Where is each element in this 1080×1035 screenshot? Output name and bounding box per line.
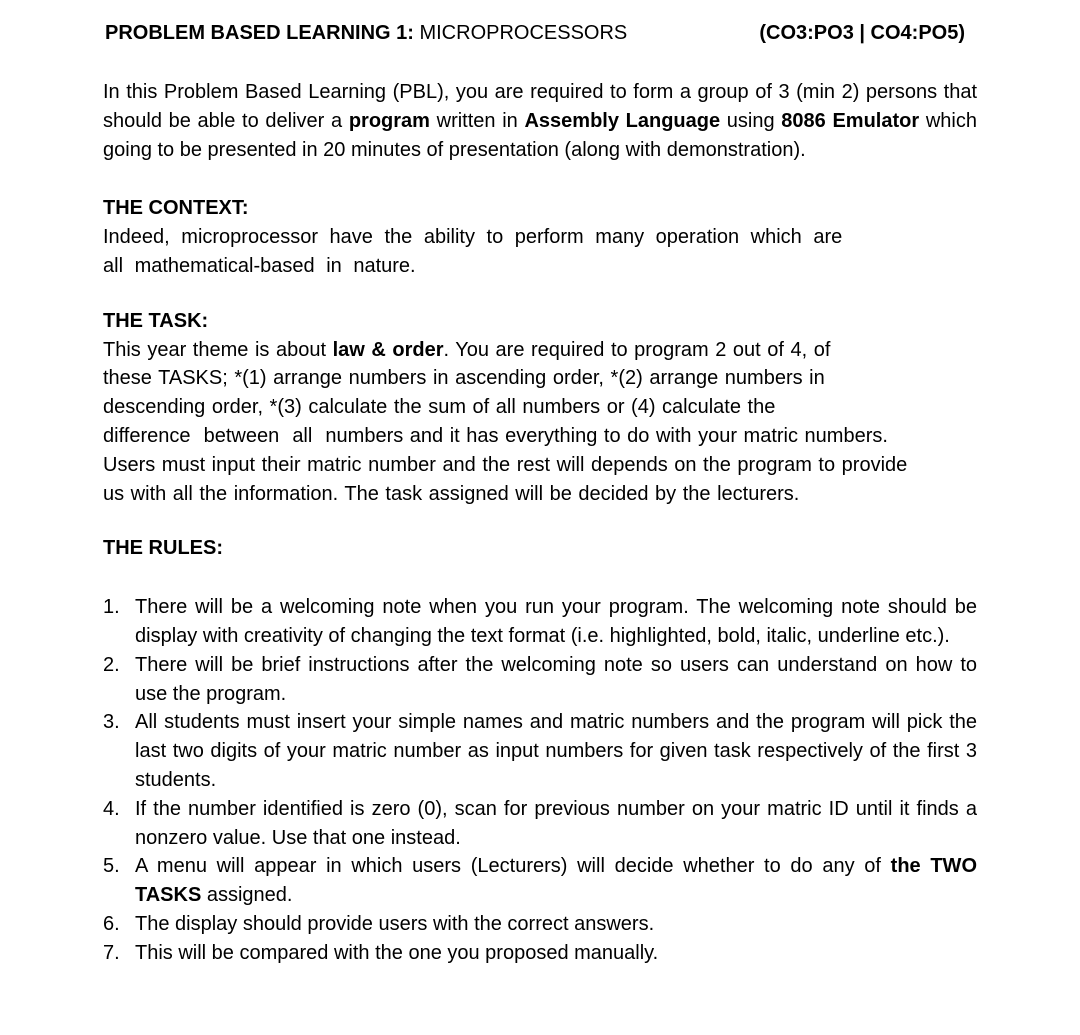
task-bold-theme: law & order — [332, 338, 444, 361]
rule-text: A menu will appear in which users (Lecturers) will decide whether to do any of — [135, 855, 891, 878]
task-line-1 — [103, 336, 977, 365]
rule-item — [103, 651, 977, 709]
rule-number: 4. — [103, 797, 120, 820]
rule-number: 2. — [103, 653, 120, 676]
rule-number: 7. — [103, 941, 120, 964]
intro-text-2: written in — [429, 109, 525, 132]
rule-number: 5. — [103, 855, 120, 878]
rule-number: 3. — [103, 711, 120, 734]
rule-text-after: assigned. — [201, 884, 293, 907]
intro-bold-emulator: 8086 Emulator — [781, 109, 920, 132]
task-text-1: This year theme is about — [103, 338, 333, 361]
rule-item — [103, 708, 977, 794]
document-page — [103, 18, 977, 968]
rule-item — [103, 910, 977, 939]
course-outcome-codes: (CO3:PO3 | CO4:PO5) — [759, 22, 965, 44]
context-paragraph — [103, 223, 977, 281]
rule-text: This will be compared with the one you proposed manually. — [135, 941, 659, 964]
context-line-2: all mathematical-based in nature. — [103, 254, 416, 277]
rule-item — [103, 939, 977, 968]
context-heading: THE CONTEXT: — [103, 197, 249, 220]
task-line-2: these TASKS; *(1) arrange numbers in ascending order, *(2) arrange numbers in — [103, 367, 825, 390]
rule-text: The display should provide users with the correct answers. — [135, 912, 655, 935]
rule-number: 1. — [103, 596, 120, 619]
task-text-2: . You are required to program 2 out of 4, of — [443, 338, 831, 361]
rule-text: All students must insert your simple names and matric numbers and the program will pick the last two digits of your matric number as input numbers for given task respectively of the first 3 students. — [135, 711, 977, 791]
intro-paragraph — [103, 78, 977, 164]
intro-text-1: In this Problem Based Learning (PBL), you are required to form a group of 3 (min 2) persons that should be able to deliver a — [103, 81, 977, 132]
task-paragraph — [103, 336, 977, 509]
title-bold: PROBLEM BASED LEARNING 1: — [105, 22, 414, 44]
task-line-3: descending order, *(3) calculate the sum of all numbers or (4) calculate the — [103, 396, 776, 419]
rule-item — [103, 593, 977, 651]
document-title — [105, 18, 627, 48]
task-line-4: difference between all numbers and it has everything to do with your matric numbers. — [103, 424, 888, 447]
rule-number: 6. — [103, 912, 120, 935]
intro-text-4: which going to be presented in 20 minutes of presentation (along with demonstration). — [103, 109, 977, 161]
intro-text-3: using — [720, 109, 782, 132]
task-line-5: Users must input their matric number and the rest will depends on the program to provide — [103, 453, 908, 476]
document-header — [103, 18, 977, 48]
rules-heading: THE RULES: — [103, 537, 223, 560]
rule-bold-tasks: the TWO TASKS — [135, 855, 977, 907]
task-heading: THE TASK: — [103, 309, 209, 332]
rules-list — [103, 593, 977, 967]
intro-bold-program: program — [348, 109, 430, 132]
rule-text: If the number identified is zero (0), scan for previous number on your matric ID until it finds a nonzero value. Use that one instead. — [135, 797, 977, 849]
rule-item — [103, 795, 977, 853]
intro-bold-language: Assembly Language — [524, 109, 721, 132]
rule-text: There will be a welcoming note when you run your program. The welcoming note should be display with creativity of changing the text format (i.e. highlighted, bold, italic, underline etc.). — [135, 596, 977, 647]
context-line-1: Indeed, microprocessor have the ability to perform many operation which are — [103, 226, 843, 249]
title-subject: MICROPROCESSORS — [413, 22, 628, 44]
task-line-6: us with all the information. The task assigned will be decided by the lecturers. — [103, 482, 800, 505]
rule-text: There will be brief instructions after the welcoming note so users can understand on how to use the program. — [135, 653, 977, 705]
rule-item — [103, 852, 977, 910]
